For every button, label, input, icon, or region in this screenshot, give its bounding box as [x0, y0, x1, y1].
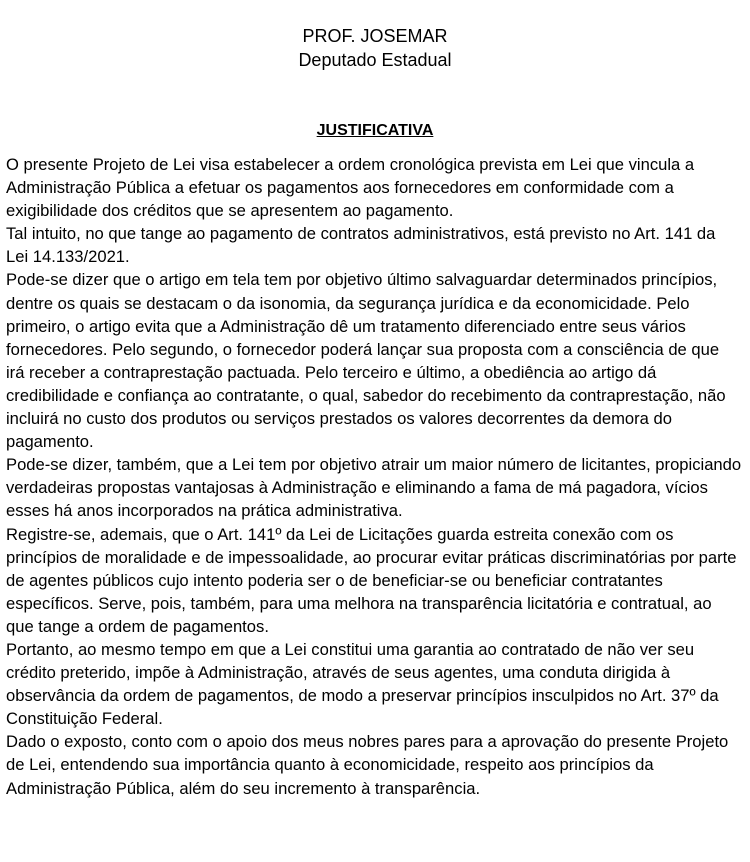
paragraph: Tal intuito, no que tange ao pagamento de contratos administrativos, está previsto no Art. 141 da Lei 14.133/2021.: [6, 224, 716, 267]
paragraph: Pode-se dizer, também, que a Lei tem por objetivo atrair um maior número de licitantes, propiciando verdadeiras propostas vantajosas à Administração e eliminando a fama de má pagadora, vícios esses há anos incorporados na prática administrativa.: [6, 455, 742, 521]
author-role: Deputado Estadual: [298, 50, 452, 70]
paragraph: Registre-se, ademais, que o Art. 141º da Lei de Licitações guarda estreita conexão com os princípios de moralidade e de impessoalidade, ao procurar evitar práticas discriminatórias por parte de agentes públicos cujo intento poderia ser o de beneficiar-se ou beneficiar contratantes específicos. Serve, pois, também, para uma melhora na transparência licitatória e contratual, ao que tange a ordem de pagamentos.: [6, 524, 737, 636]
paragraph: O presente Projeto de Lei visa estabelecer a ordem cronológica prevista em Lei que vincula a Administração Pública a efetuar os pagamentos aos fornecedores em conformidade com a exigibilidade dos créditos que se apresentem ao pagamento.: [6, 155, 695, 221]
justification-body: [6, 153, 742, 800]
paragraph: Portanto, ao mesmo tempo em que a Lei constitui uma garantia ao contratado de não ver seu crédito preterido, impõe à Administração, através de seus agentes, uma conduta dirigida à observância da ordem de pagamentos, de modo a preservar princípios insculpidos no Art. 37º da Constituição Federal.: [6, 639, 719, 729]
document-header: [0, 24, 750, 72]
paragraph: Dado o exposto, conto com o apoio dos meus nobres pares para a aprovação do presente Projeto de Lei, entendendo sua importância quanto à economicidade, respeito aos princípios da Administração Pública, além do seu incremento à transparência.: [6, 732, 729, 798]
author-name: PROF. JOSEMAR: [302, 26, 448, 46]
section-title: JUSTIFICATIVA: [316, 122, 434, 139]
paragraph: Pode-se dizer que o artigo em tela tem por objetivo último salvaguardar determinados princípios, dentre os quais se destacam o da isonomia, da segurança jurídica e da economicidade. Pelo primeiro, o artigo evita que a Administração dê um tratamento diferenciado entre seus vários fornecedores. Pelo segundo, o fornecedor poderá lançar sua proposta com a consciência de que irá receber a contraprestação pactuada. Pelo terceiro e último, a obediência ao artigo dá credibilidade e confiança ao contratante, o qual, sabedor do recebimento da contraprestação, não incluirá no custo dos produtos ou serviços prestados os valores decorrentes da demora do pagamento.: [6, 270, 726, 452]
